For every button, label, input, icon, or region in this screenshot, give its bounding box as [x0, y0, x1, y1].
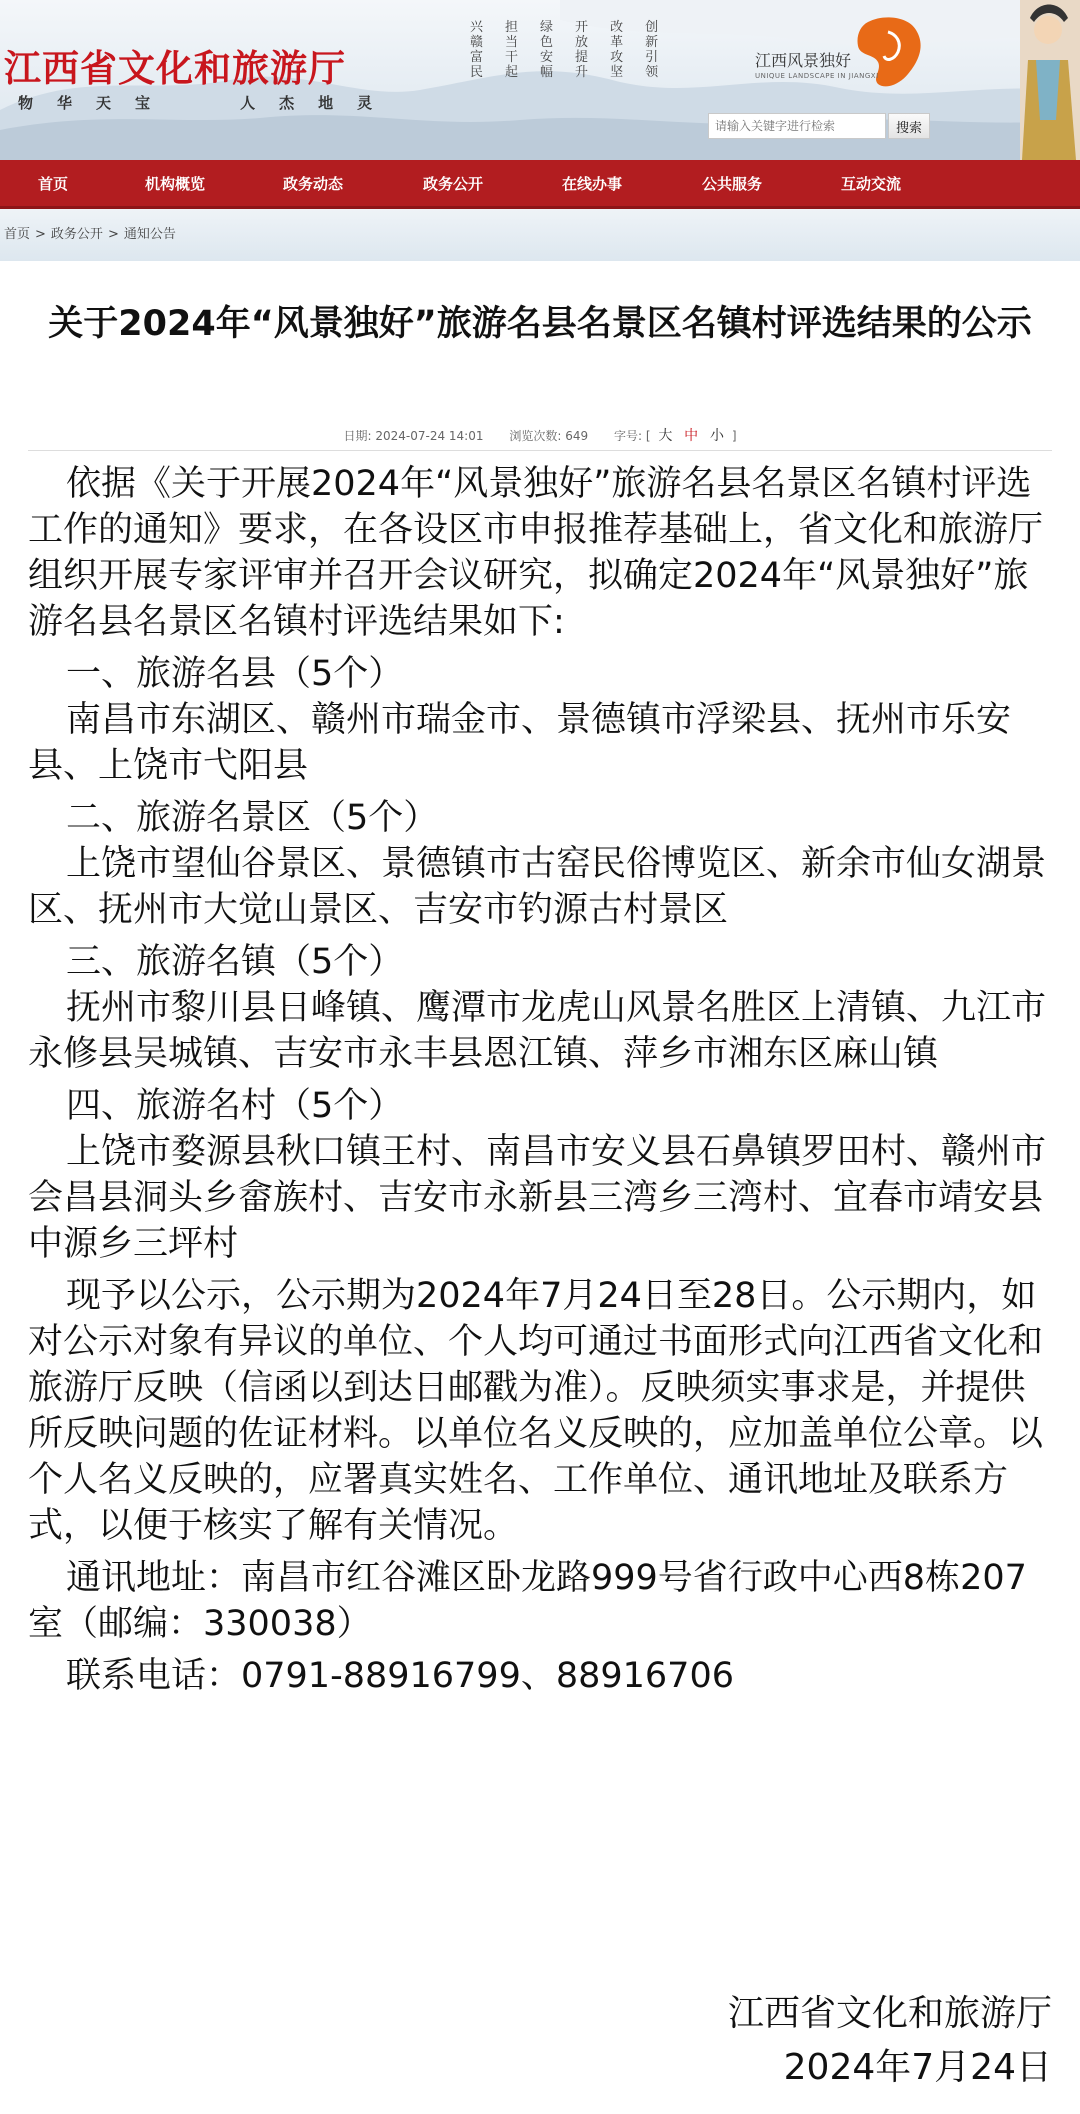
breadcrumb-separator: > [35, 227, 46, 242]
nav-item-online-services[interactable]: 在线办事 [562, 174, 623, 193]
slogan-char: 放 [575, 35, 589, 50]
opera-figure-icon [1010, 0, 1080, 160]
intro-paragraph: 依据《关于开展2024年“风景独好”旅游名县名景区名镇村评选工作的通知》要求，在各设区市申报推荐基础上，省文化和旅游厅组织开展专家评审并召开会议研究，拟确定2024年“风景独好”旅游名县名景区名镇村评选结果如下: [28, 464, 1044, 642]
breadcrumb-home[interactable]: 首页 [4, 227, 31, 242]
slogan-char: 当 [505, 35, 519, 50]
nav-item-home[interactable]: 首页 [38, 174, 69, 193]
slogan-char: 民 [470, 65, 484, 80]
font-size-large-button[interactable]: 大 [658, 428, 673, 444]
search-input[interactable] [708, 113, 886, 139]
breadcrumb-separator: > [107, 227, 119, 242]
divider [28, 450, 1052, 451]
font-size-label: 字号: [613, 429, 642, 443]
breadcrumb [4, 223, 176, 242]
nav-item-news[interactable]: 政务动态 [283, 174, 344, 193]
section-heading: 四、旅游名村（5个） [66, 1086, 404, 1126]
slogan-char: 干 [505, 50, 519, 65]
brand-emblem-icon [838, 12, 933, 92]
nav-item-interaction[interactable]: 互动交流 [841, 174, 902, 193]
slogan-char: 领 [645, 65, 659, 80]
site-search [708, 113, 930, 141]
slogan-column [575, 20, 588, 80]
section-heading: 二、旅游名景区（5个） [66, 798, 439, 838]
contact-phone: 联系电话：0791-88916799、88916706 [66, 1656, 734, 1696]
slogan-char: 色 [540, 35, 554, 50]
slogan-char: 开 [575, 20, 589, 35]
slogan-char: 坚 [610, 65, 624, 80]
slogan-char: 兴 [470, 20, 484, 35]
font-size-medium-button[interactable]: 中 [684, 428, 699, 444]
slogan-column [610, 20, 623, 80]
views-label: 浏览次数: [509, 429, 562, 443]
section-heading: 三、旅游名镇（5个） [66, 942, 404, 982]
slogan-char: 赣 [470, 35, 484, 50]
slogan-char: 提 [575, 50, 589, 65]
search-button[interactable]: 搜索 [888, 113, 930, 139]
slogan-char: 绿 [540, 20, 554, 35]
slogan-char: 幅 [540, 65, 554, 80]
section-content: 上饶市婺源县秋口镇王村、南昌市安义县石鼻镇罗田村、赣州市会昌县洞头乡畲族村、吉安市永新县三湾乡三湾村、宜春市靖安县中源乡三坪村 [28, 1132, 1047, 1264]
slogan-column [505, 20, 518, 80]
slogan-column [645, 20, 658, 80]
site-header [0, 0, 1080, 160]
slogan-char: 攻 [610, 50, 624, 65]
bracket-open: [ [645, 429, 651, 443]
nav-item-organization[interactable]: 机构概览 [145, 174, 206, 193]
slogan-char: 新 [645, 35, 659, 50]
slogan-columns [470, 20, 658, 80]
signature-date: 2024年7月24日 [783, 2047, 1052, 2088]
slogan-column [470, 20, 483, 80]
main-nav [0, 160, 1080, 209]
breadcrumb-notices[interactable]: 通知公告 [123, 227, 176, 242]
brand-slogan: 江西风景独好 [755, 51, 852, 70]
nav-item-public-services[interactable]: 公共服务 [702, 174, 763, 193]
breadcrumb-disclosure[interactable]: 政务公开 [50, 227, 103, 242]
section-heading: 一、旅游名县（5个） [66, 654, 404, 694]
section-content: 南昌市东湖区、赣州市瑞金市、景德镇市浮梁县、抚州市乐安县、上饶市弋阳县 [28, 700, 1012, 786]
section-content: 抚州市黎川县日峰镇、鹰潭市龙虎山风景名胜区上清镇、九江市永修县吴城镇、吉安市永丰县恩江镇、萍乡市湘东区麻山镇 [28, 988, 1047, 1074]
slogan-char: 富 [470, 50, 484, 65]
article-title: 关于2024年“风景独好”旅游名县名景区名镇村评选结果的公示 [48, 304, 1032, 344]
slogan-char: 起 [505, 65, 519, 80]
section-content: 上饶市望仙谷景区、景德镇市古窑民俗博览区、新余市仙女湖景区、抚州市大觉山景区、吉安市钓源古村景区 [28, 844, 1047, 930]
notice-paragraph: 现予以公示，公示期为2024年7月24日至28日。公示期内，如对公示对象有异议的单位、个人均可通过书面形式向江西省文化和旅游厅反映（信函以到达日邮戳为准）。反映须实事求是，并提供所反映问题的佐证材料。以单位名义反映的，应加盖单位公章。以个人名义反映的，应署真实姓名、工作单位、通讯地址及联系方式，以便于核实了解有关情况。 [28, 1276, 1044, 1546]
slogan-char: 升 [575, 65, 589, 80]
signature-block [728, 1987, 1052, 2095]
slogan-char: 安 [540, 50, 554, 65]
nav-item-disclosure[interactable]: 政务公开 [423, 174, 484, 193]
slogan-char: 改 [610, 20, 624, 35]
font-size-small-button[interactable]: 小 [709, 428, 724, 444]
publish-date: 2024-07-24 14:01 [375, 429, 484, 443]
slogan-char: 引 [645, 50, 659, 65]
article-meta [0, 425, 1080, 445]
bracket-close: ] [731, 429, 737, 443]
date-label: 日期: [343, 429, 372, 443]
view-count: 649 [565, 429, 589, 443]
brand-subtitle: UNIQUE LANDSCAPE IN JIANGXI [755, 72, 879, 80]
article-body [28, 461, 1052, 1699]
slogan-char: 创 [645, 20, 659, 35]
contact-address: 通讯地址：南昌市红谷滩区卧龙路999号省行政中心西8栋207室（邮编：330038） [28, 1558, 1027, 1644]
slogan-char: 担 [505, 20, 519, 35]
site-motto: 物 华 天 宝 人 杰 地 灵 [18, 94, 373, 112]
slogan-column [540, 20, 553, 80]
breadcrumb-bar [0, 209, 1080, 261]
site-title[interactable]: 江西省文化和旅游厅 [4, 46, 346, 90]
signature-org: 江西省文化和旅游厅 [727, 1993, 1052, 2034]
slogan-char: 革 [610, 35, 624, 50]
